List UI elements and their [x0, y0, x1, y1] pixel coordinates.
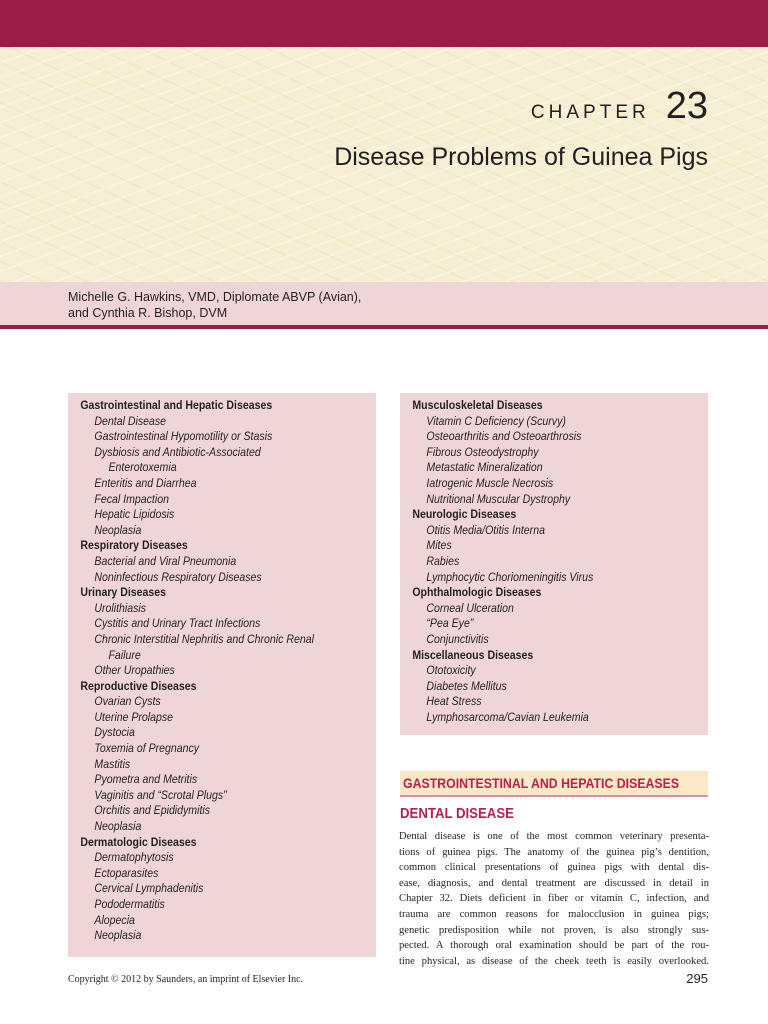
outline-item: Vaginitis and “Scrotal Plugs” — [94, 787, 227, 802]
copyright-notice: Copyright © 2012 by Saunders, an imprint of Elsevier Inc. — [68, 974, 304, 985]
outline-item: Toxemia of Pregnancy — [94, 741, 200, 756]
outline-category: Neurologic Diseases — [412, 507, 517, 522]
outline-category: Gastrointestinal and Hepatic Diseases — [80, 398, 273, 412]
outline-item: Diabetes Mellitus — [426, 678, 507, 693]
outline-item: Uterine Prolapse — [94, 709, 174, 724]
outline-item: Alopecia — [94, 912, 135, 927]
outline-item: Enteritis and Diarrhea — [94, 475, 197, 490]
outline-item: Enterotoxemia — [108, 460, 177, 475]
outline-item: “Pea Eye” — [426, 616, 474, 631]
outline-item: Nutritional Muscular Dystrophy — [426, 491, 571, 506]
outline-item: Hepatic Lipidosis — [94, 507, 175, 522]
author-line-2: and Cynthia R. Bishop, DVM — [68, 306, 228, 320]
chapter-number: 23 — [665, 85, 708, 127]
outline-item: Cystitis and Urinary Tract Infections — [94, 616, 261, 631]
outline-item: Lymphocytic Choriomeningitis Virus — [426, 569, 594, 584]
outline-category: Miscellaneous Diseases — [412, 647, 534, 662]
outline-item: Urolithiasis — [94, 600, 147, 615]
outline-item: Bacterial and Viral Pneumonia — [94, 553, 237, 568]
body-line: ease, diagnosis, and dental treatment are discussed in detail in — [399, 877, 709, 889]
outline-item: Dermatophytosis — [94, 850, 174, 865]
body-line: pected. A thorough oral examination should be part of the rou- — [399, 940, 709, 952]
outline-item: Metastatic Mineralization — [426, 460, 543, 475]
outline-item: Gastrointestinal Hypomotility or Stasis — [94, 429, 273, 444]
chapter-outline-right — [400, 393, 708, 735]
outline-item: Fecal Impaction — [94, 491, 169, 506]
outline-item: Ototoxicity — [426, 663, 476, 678]
outline-item: Neoplasia — [94, 522, 142, 537]
outline-category: Musculoskeletal Diseases — [412, 398, 543, 412]
outline-item: Failure — [108, 647, 141, 662]
chapter-title: Disease Problems of Guinea Pigs — [334, 143, 708, 171]
outline-item: Vitamin C Deficiency (Scurvy) — [426, 413, 566, 428]
body-line: tions of guinea pigs. The anatomy of the guinea pig’s dentition, — [399, 846, 709, 858]
outline-item: Corneal Ulceration — [426, 600, 514, 615]
body-line: trauma are common reasons for malocclusion in guinea pigs; — [399, 908, 709, 920]
outline-item: Dysbiosis and Antibiotic-Associated — [94, 444, 261, 459]
outline-item: Fibrous Osteodystrophy — [426, 444, 539, 459]
body-paragraph — [399, 829, 709, 969]
outline-item: Rabies — [426, 553, 460, 568]
outline-item: Pyometra and Metritis — [94, 772, 198, 787]
outline-item: Mastitis — [94, 756, 131, 771]
top-color-bar — [0, 0, 768, 47]
outline-item: Noninfectious Respiratory Diseases — [94, 569, 262, 584]
section-heading-box — [400, 771, 708, 797]
outline-item: Neoplasia — [94, 819, 142, 834]
body-line: Dental disease is one of the most common veterinary presenta- — [399, 831, 709, 842]
author-line-1: Michelle G. Hawkins, VMD, Diplomate ABVP (Avian), — [68, 290, 362, 304]
outline-item: Ovarian Cysts — [94, 694, 161, 709]
outline-item: Lymphosarcoma/Cavian Leukemia — [426, 709, 589, 724]
subsection-heading: DENTAL DISEASE — [400, 805, 514, 822]
outline-item: Dystocia — [94, 725, 135, 740]
authors — [68, 289, 361, 321]
chapter-label — [531, 85, 708, 128]
body-line: tine physical, as disease of the cheek teeth is easily overlooked. — [399, 955, 709, 967]
outline-item: Conjunctivitis — [426, 631, 489, 646]
outline-item: Heat Stress — [426, 694, 482, 709]
outline-category: Urinary Diseases — [80, 585, 167, 600]
outline-item: Mites — [426, 538, 452, 553]
outline-category: Respiratory Diseases — [80, 538, 188, 553]
outline-item: Dental Disease — [94, 413, 167, 428]
section-heading: GASTROINTESTINAL AND HEPATIC DISEASES — [403, 775, 680, 791]
outline-item: Chronic Interstitial Nephritis and Chronic Renal — [94, 631, 314, 646]
outline-item: Ectoparasites — [94, 865, 159, 880]
body-line: common clinical presentations of guinea pigs with dental dis- — [399, 862, 709, 874]
chapter-outline-left — [68, 393, 376, 957]
outline-item: Pododermatitis — [94, 897, 165, 911]
body-line: genetic predisposition while not proven, is also strongly sus- — [399, 924, 709, 936]
outline-category: Reproductive Diseases — [80, 678, 197, 693]
outline-item: Orchitis and Epididymitis — [94, 803, 211, 818]
outline-item: Osteoarthritis and Osteoarthrosis — [426, 429, 582, 444]
outline-category: Ophthalmologic Diseases — [412, 585, 542, 600]
outline-item: Iatrogenic Muscle Necrosis — [426, 475, 554, 490]
outline-item: Otitis Media/Otitis Interna — [426, 522, 545, 537]
outline-item: Other Uropathies — [94, 663, 175, 678]
outline-item: Neoplasia — [94, 928, 142, 943]
body-line: Chapter 32. Diets deficient in fiber or vitamin C, infection, and — [399, 893, 709, 905]
chapter-word: CHAPTER — [530, 102, 650, 123]
authors-band — [0, 282, 768, 329]
chapter-banner — [0, 47, 768, 282]
outline-category: Dermatologic Diseases — [80, 834, 197, 849]
page-number: 295 — [686, 971, 708, 986]
outline-item: Cervical Lymphadenitis — [94, 881, 204, 896]
